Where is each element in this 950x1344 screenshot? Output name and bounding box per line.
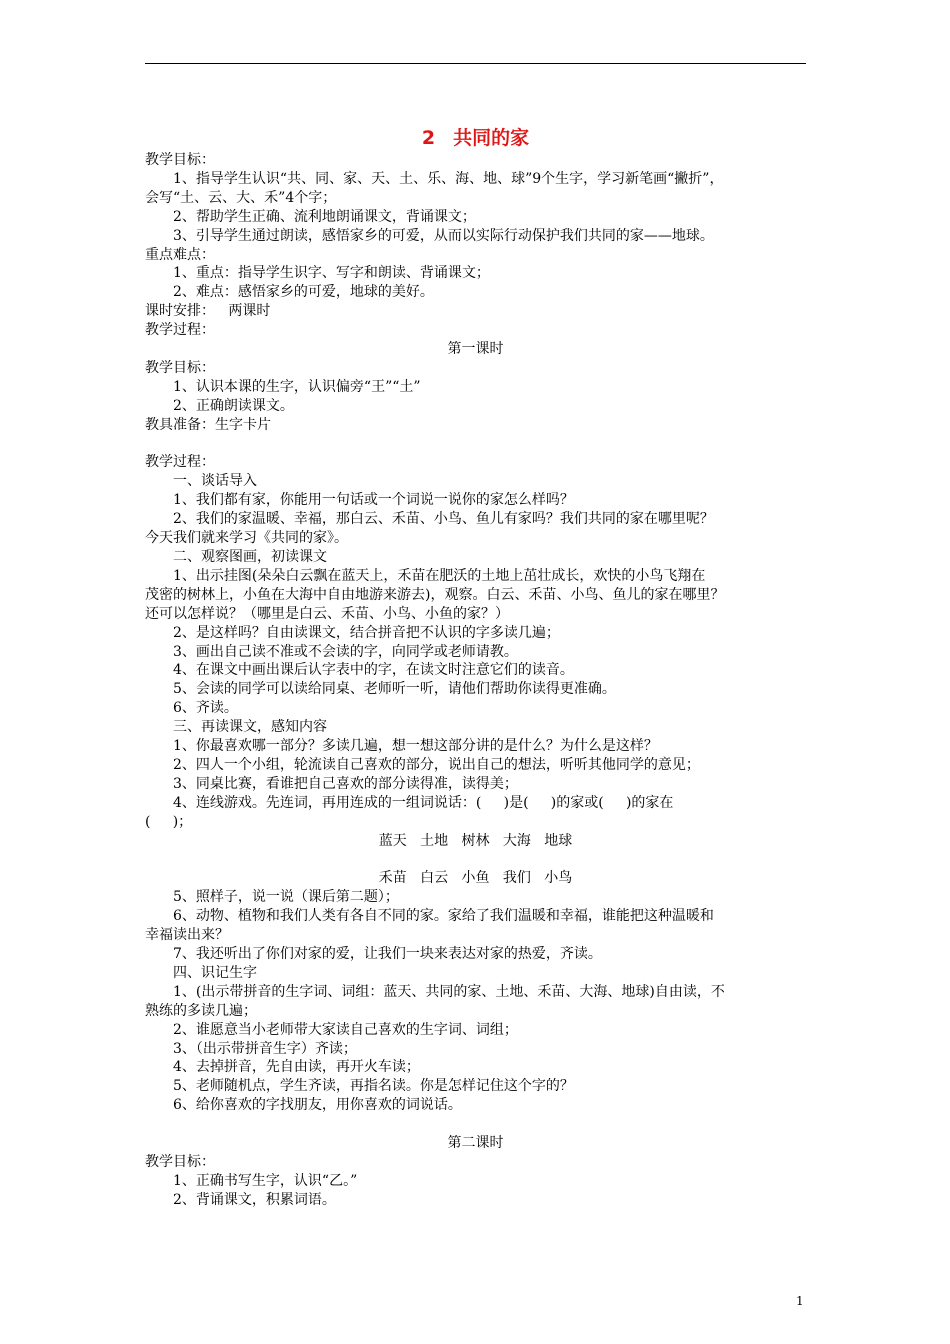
text-line: 6、动物、植物和我们人类有各自不同的家。家给了我们温暖和幸福，谁能把这种温暖和 — [173, 908, 714, 925]
text-line: 6、齐读。 — [173, 700, 238, 717]
text-line: 茂密的树林上，小鱼在大海中自由地游来游去)，观察。白云、禾苗、小鸟、鱼儿的家在哪里？ — [145, 586, 725, 603]
text-line: 1、你最喜欢哪一部分？多读几遍，想一想这部分讲的是什么？为什么是这样？ — [173, 738, 658, 755]
lesson-number: 2 — [421, 127, 436, 149]
text-line: 还可以怎样说？（哪里是白云、禾苗、小鸟、小鱼的家？） — [145, 605, 509, 622]
text-line: 2、我们的家温暖、幸福，那白云、禾苗、小鸟、鱼儿有家吗？我们共同的家在哪里呢？ — [173, 511, 714, 528]
text-line: 教学过程： — [145, 322, 215, 339]
blank-line — [145, 1115, 806, 1134]
text-line: 1、正确书写生字，认识“乙。” — [173, 1172, 358, 1189]
text-line: 4、在课文中画出课后认字表中的字，在读文时注意它们的读音。 — [173, 662, 574, 679]
text-line: 2、帮助学生正确、流利地朗诵课文，背诵课文； — [173, 208, 476, 225]
text-line: 三、再读课文，感知内容 — [173, 719, 327, 736]
lesson-title-text: 共同的家 — [453, 127, 530, 149]
text-line: 禾苗 白云 小鱼 我们 小鸟 — [378, 870, 573, 887]
text-line: 四、识记生字 — [173, 964, 257, 981]
text-line: 2、谁愿意当小老师带大家读自己喜欢的生字词、词组； — [173, 1021, 518, 1038]
text-line: 熟练的多读几遍； — [145, 1002, 257, 1019]
text-line: 1、出示挂图(朵朵白云飘在蓝天上，禾苗在肥沃的土地上茁壮成长，欢快的小鸟飞翔在 — [173, 567, 706, 584]
text-line: 2、是这样吗？自由读课文，结合拼音把不认识的字多读几遍； — [173, 624, 560, 641]
text-line: 重点难点： — [145, 246, 215, 263]
document-body — [145, 126, 806, 1210]
text-line: 4、连线游戏。先连词，再用连成的一组词说话：( )是( )的家或( )的家在 — [173, 794, 674, 811]
text-line: 幸福读出来？ — [145, 927, 229, 944]
text-line: 6、给你喜欢的字找朋友，用你喜欢的词说话。 — [173, 1097, 462, 1114]
text-line: 2、背诵课文，积累词语。 — [173, 1191, 336, 1208]
text-line: 第二课时 — [447, 1135, 504, 1152]
text-line: ( )； — [145, 813, 193, 830]
text-line: 4、去掉拼音，先自由读，再开火车读； — [173, 1059, 420, 1076]
blank-line — [145, 435, 806, 454]
text-line: 教学目标： — [145, 152, 215, 168]
text-line: 1、指导学生认识“共、同、家、天、土、乐、海、地、球”9个生字，学习新笔画“撇折”， — [173, 170, 724, 187]
text-line: 3、引导学生通过朗读，感悟家乡的可爱，从而以实际行动保护我们共同的家——地球。 — [173, 227, 714, 244]
text-line: 教具准备：生字卡片 — [145, 416, 271, 433]
text-line: 二、观察图画，初读课文 — [173, 549, 327, 566]
text-line: 3、同桌比赛，看谁把自己喜欢的部分读得准，读得美； — [173, 775, 518, 792]
text-line: 2、四人一个小组，轮流读自己喜欢的部分，说出自己的想法，听听其他同学的意见； — [173, 756, 700, 773]
text-line: 3、（出示带拼音生字）齐读； — [173, 1040, 357, 1057]
text-line: 5、照样子，说一说（课后第二题）； — [173, 889, 399, 906]
text-line: 7、我还听出了你们对家的爱，让我们一块来表达对家的热爱，齐读。 — [173, 946, 602, 963]
text-line: 2、难点：感悟家乡的可爱，地球的美好。 — [173, 284, 434, 301]
text-line: 1、(出示带拼音的生字词、词组：蓝天、共同的家、土地、禾苗、大海、地球)自由读，不 — [173, 983, 725, 1000]
text-line: 5、会读的同学可以读给同桌、老师听一听，请他们帮助你读得更准确。 — [173, 681, 616, 698]
text-line: 第一课时 — [447, 341, 504, 358]
text-line: 教学目标： — [145, 359, 215, 376]
text-line: 1、认识本课的生字，认识偏旁“王”“土” — [173, 378, 421, 395]
text-line: 3、画出自己读不准或不会读的字，向同学或老师请教。 — [173, 643, 518, 660]
text-line: 1、重点：指导学生识字、写字和朗读、背诵课文； — [173, 265, 490, 282]
header-rule — [145, 63, 806, 64]
lesson-title — [145, 126, 806, 150]
text-line: 教学过程： — [145, 454, 215, 471]
text-line: 2、正确朗读课文。 — [173, 397, 294, 414]
text-line: 蓝天 土地 树林 大海 地球 — [378, 832, 573, 849]
text-line: 5、老师随机点，学生齐读，再指名读。你是怎样记住这个字的？ — [173, 1078, 574, 1095]
text-line: 教学目标： — [145, 1153, 215, 1170]
text-line: 1、我们都有家，你能用一句话或一个词说一说你的家怎么样吗？ — [173, 492, 574, 509]
blank-line — [145, 851, 806, 870]
page-number: 1 — [796, 1294, 804, 1308]
text-line: 一、谈话导入 — [173, 473, 257, 490]
text-line: 今天我们就来学习《共同的家》。 — [145, 530, 348, 547]
text-line: 会写“土、云、大、禾”4个字； — [145, 189, 337, 206]
text-line: 课时安排： 两课时 — [145, 303, 271, 320]
lesson-text — [145, 151, 806, 1210]
